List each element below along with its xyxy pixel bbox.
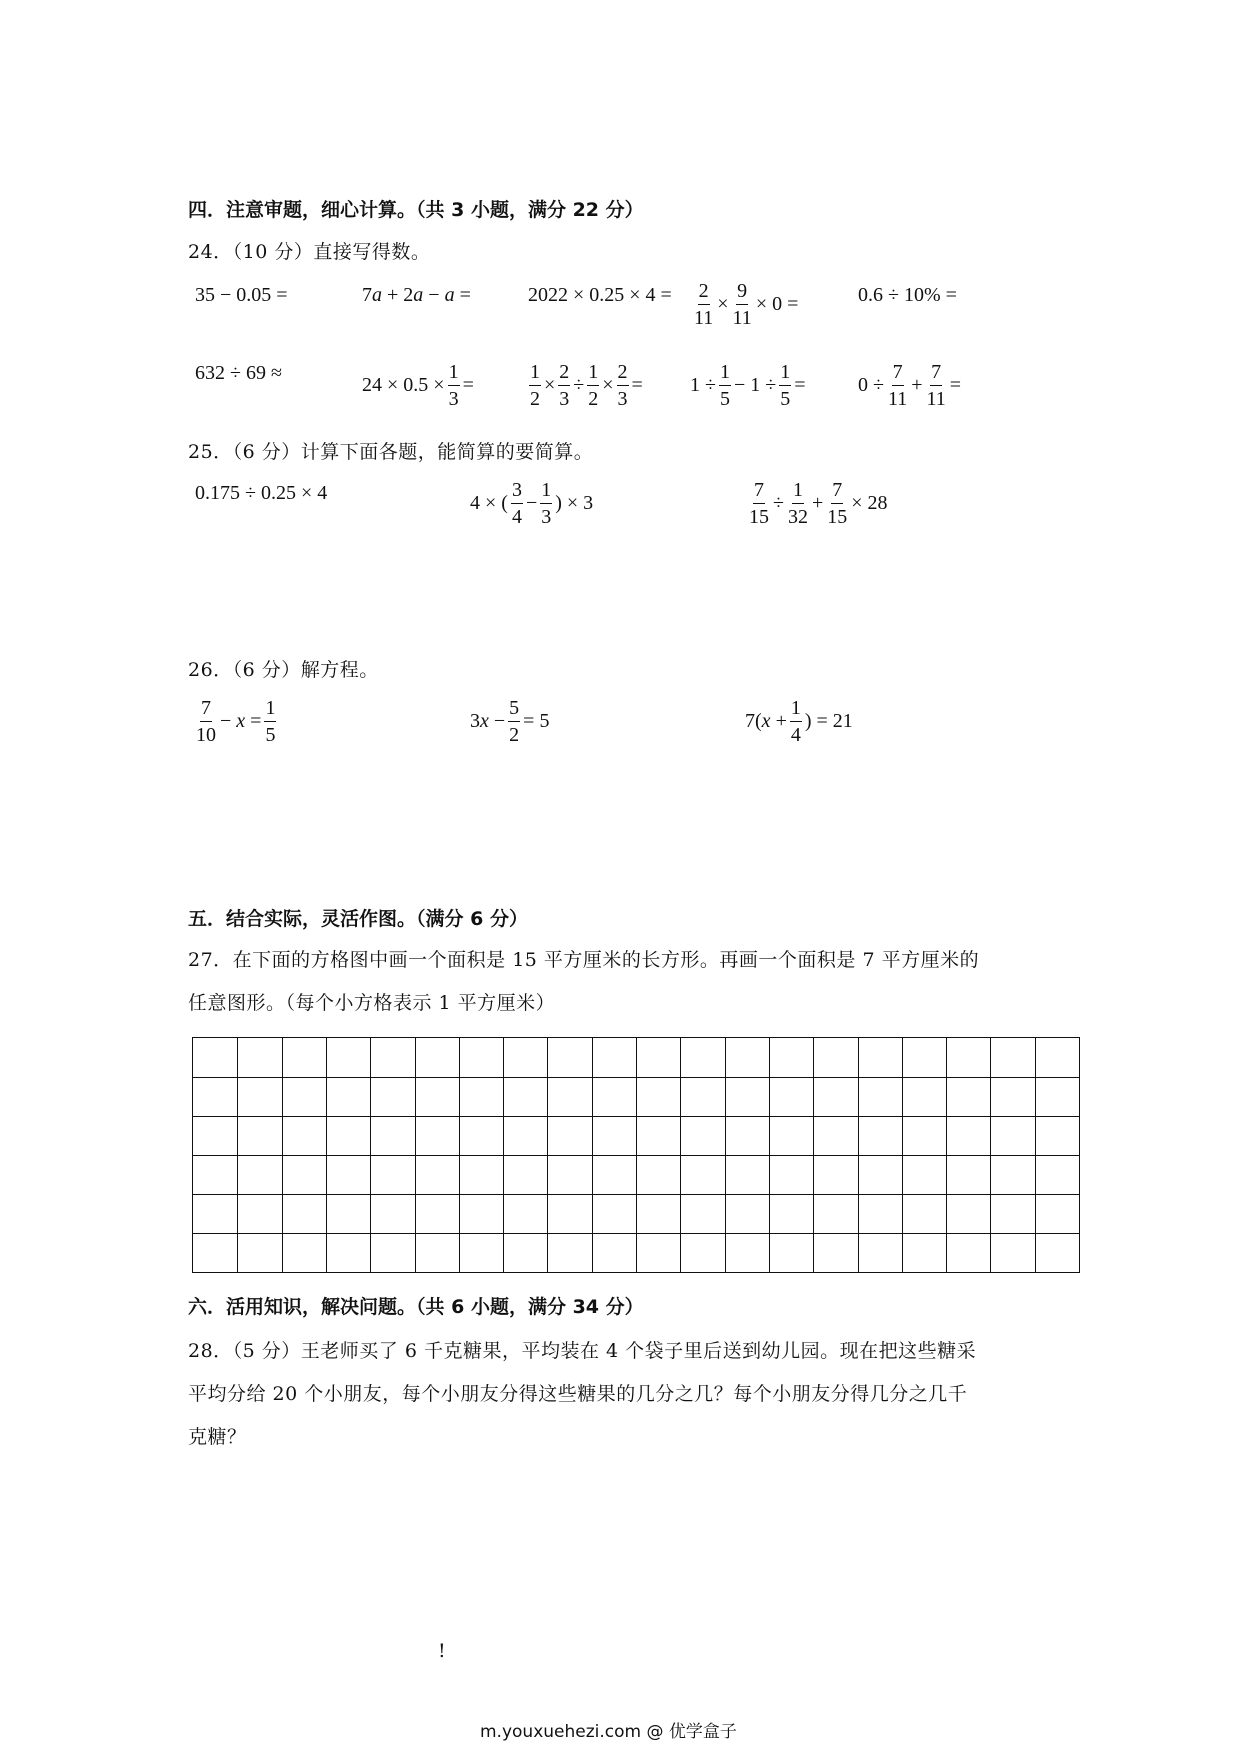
q26-equation-3: 7( x + $\frac{1}{4}$ ) = 21 [745, 697, 853, 746]
section-5-title: 五．结合实际，灵活作图。（满分 6 分） [188, 908, 528, 930]
fraction: $\frac{1}{32}$ [787, 479, 808, 528]
fraction: $\frac{2}{3}$ [559, 361, 570, 410]
fraction: $\frac{1}{2}$ [530, 361, 540, 410]
question-28-line-3: 克糖？ [188, 1426, 247, 1448]
q24-expr-2: 7 a + 2 a − a = [362, 284, 471, 306]
fraction: 3 4 [511, 479, 522, 528]
fraction: $\frac{1}{5}$ [719, 361, 730, 410]
fraction: $\frac{1}{2}$ [588, 361, 599, 410]
footer-watermark: m.youxuehezi.com @ 优学盒子 [480, 1722, 737, 1742]
fraction: $\frac{5}{2}$ [509, 697, 520, 746]
q24-expr-9: 1 ÷ $\frac{1}{5}$ − 1 ÷ $\frac{1}{5}$ = [690, 361, 806, 410]
grid-line-horizontal [193, 1116, 1079, 1117]
fraction: $\frac{1}{5}$ [265, 697, 276, 746]
q25-expr-2: 4 × ( 3 4 − $\frac{1}{3}$ ) × 3 [470, 479, 594, 528]
fraction: 7 10 [196, 697, 216, 746]
fraction: $\frac{7}{11}$ [887, 361, 908, 410]
grid-line-horizontal [193, 1233, 1079, 1234]
q26-equation-2: 3 x − $\frac{5}{2}$ = 5 [470, 697, 550, 746]
fraction: $\frac{9}{11}$ [732, 280, 752, 329]
q25-expr-1: 0.175 ÷ 0.25 × 4 [195, 482, 328, 504]
q24-expr-6: 632 ÷ 69 ≈ [195, 362, 282, 384]
question-28-line-1: 28．（5 分）王老师买了 6 千克糖果，平均装在 4 个袋子里后送到幼儿园。现在把这些糖采 [188, 1340, 977, 1362]
square-grid [192, 1037, 1080, 1273]
fraction: $\frac{1}{4}$ [790, 697, 801, 746]
question-25-heading: 25．（6 分）计算下面各题，能简算的要简算。 [188, 441, 594, 463]
grid-line-horizontal [193, 1194, 1079, 1195]
fraction: $\frac{1}{3}$ [541, 479, 552, 528]
question-28-line-2: 平均分给 20 个小朋友，每个小朋友分得这些糖果的几分之几？每个小朋友分得几分之几千 [188, 1383, 968, 1405]
question-27-line-1: 27．在下面的方格图中画一个面积是 15 平方厘米的长方形。再画一个面积是 7 平方厘米的 [188, 949, 980, 971]
fraction: $\frac{1}{5}$ [780, 361, 791, 410]
fraction: $\frac{7}{15}$ [749, 479, 769, 528]
fraction: $\frac{7}{11}$ [926, 361, 946, 410]
fraction: $\frac{2}{3}$ [617, 361, 628, 410]
q26-equation-1: 7 10 − x = $\frac{1}{5}$ [196, 697, 276, 746]
q24-expr-4: $\frac{2}{11}$ × $\frac{9}{11}$ × 0 = [694, 280, 799, 329]
q24-expr-10: 0 ÷ $\frac{7}{11}$ + $\frac{7}{11}$ = [858, 361, 962, 410]
fraction: $\frac{2}{11}$ [694, 280, 714, 329]
grid-line-horizontal [193, 1077, 1079, 1078]
question-24-heading: 24．（10 分）直接写得数。 [188, 241, 431, 263]
question-26-heading: 26．（6 分）解方程。 [188, 659, 379, 681]
stray-mark: ! [438, 1640, 447, 1662]
grid-line-horizontal [193, 1155, 1079, 1156]
q24-expr-8: $\frac{1}{2}$ × $\frac{2}{3}$ ÷ $\frac{1}{2}$ × $\frac{2}{3}$ = [530, 361, 643, 410]
question-27-line-2: 任意图形。（每个小方格表示 1 平方厘米） [188, 992, 556, 1014]
fraction: $\frac{7}{15}$ [827, 479, 848, 528]
q24-expr-7: 24 × 0.5 × $\frac{1}{3}$ = [362, 361, 474, 410]
section-6-title: 六．活用知识，解决问题。（共 6 小题，满分 34 分） [188, 1296, 644, 1318]
q24-expr-5: 0.6 ÷ 10% = [858, 284, 957, 306]
q25-expr-3: $\frac{7}{15}$ ÷ $\frac{1}{32}$ + $\frac{7}{15}$ × 28 [749, 479, 888, 528]
q24-expr-1: 35 − 0.05 = [195, 284, 288, 306]
q24-expr-3: 2022 × 0.25 × 4 = [528, 284, 672, 306]
section-4-title: 四．注意审题，细心计算。（共 3 小题，满分 22 分） [188, 199, 644, 221]
fraction: $\frac{1}{3}$ [448, 361, 459, 410]
